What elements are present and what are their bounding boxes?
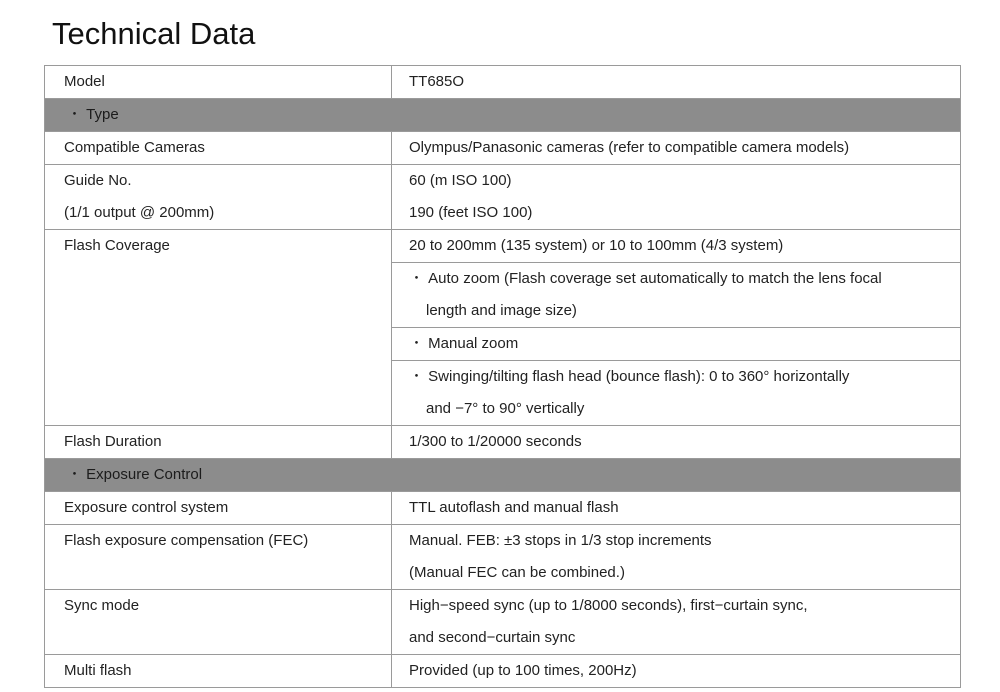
table-row-sync-mode (45, 590, 961, 623)
section-title: ・ Exposure Control (45, 459, 961, 492)
row-label: Guide No. (45, 165, 392, 198)
row-label: Exposure control system (45, 492, 392, 525)
row-label: Flash Duration (45, 426, 392, 459)
page-title: Technical Data (52, 16, 256, 51)
row-value: Olympus/Panasonic cameras (refer to compatible camera models) (392, 132, 961, 165)
row-label: Flash Coverage (45, 230, 392, 426)
table-row-exposure-system (45, 492, 961, 525)
row-value: 20 to 200mm (135 system) or 10 to 100mm (4/3 system) (392, 230, 961, 263)
row-value: TTL autoflash and manual flash (392, 492, 961, 525)
section-header-exposure-control (45, 459, 961, 492)
row-label: Sync mode (45, 590, 392, 655)
row-value: length and image size) (392, 295, 961, 328)
row-value: (Manual FEC can be combined.) (392, 557, 961, 590)
row-label: Compatible Cameras (45, 132, 392, 165)
table-row-guide-no-cont (45, 197, 961, 230)
row-label: Flash exposure compensation (FEC) (45, 525, 392, 590)
row-value: 1/300 to 1/20000 seconds (392, 426, 961, 459)
row-value: High−speed sync (up to 1/8000 seconds), first−curtain sync, (392, 590, 961, 623)
row-value: TT685O (392, 66, 961, 99)
row-label: Multi flash (45, 655, 392, 688)
table-row-multi-flash (45, 655, 961, 688)
table-row-guide-no (45, 165, 961, 198)
section-title: ・ Type (45, 99, 961, 132)
table-row-flash-coverage (45, 230, 961, 263)
row-value: ・ Swinging/tilting flash head (bounce flash): 0 to 360° horizontally (392, 361, 961, 394)
section-header-type (45, 99, 961, 132)
table-row-flash-duration (45, 426, 961, 459)
technical-data-table (44, 65, 961, 688)
row-value: and −7° to 90° vertically (392, 393, 961, 426)
row-label: Model (45, 66, 392, 99)
table-row-model (45, 66, 961, 99)
row-label: (1/1 output @ 200mm) (45, 197, 392, 230)
table-row-compatible-cameras (45, 132, 961, 165)
row-value: 60 (m ISO 100) (392, 165, 961, 198)
row-value: and second−curtain sync (392, 622, 961, 655)
row-value: Manual. FEB: ±3 stops in 1/3 stop increments (392, 525, 961, 558)
row-value: ・ Manual zoom (392, 328, 961, 361)
row-value: 190 (feet ISO 100) (392, 197, 961, 230)
row-value: ・ Auto zoom (Flash coverage set automatically to match the lens focal (392, 263, 961, 296)
row-value: Provided (up to 100 times, 200Hz) (392, 655, 961, 688)
table-row-fec (45, 525, 961, 558)
